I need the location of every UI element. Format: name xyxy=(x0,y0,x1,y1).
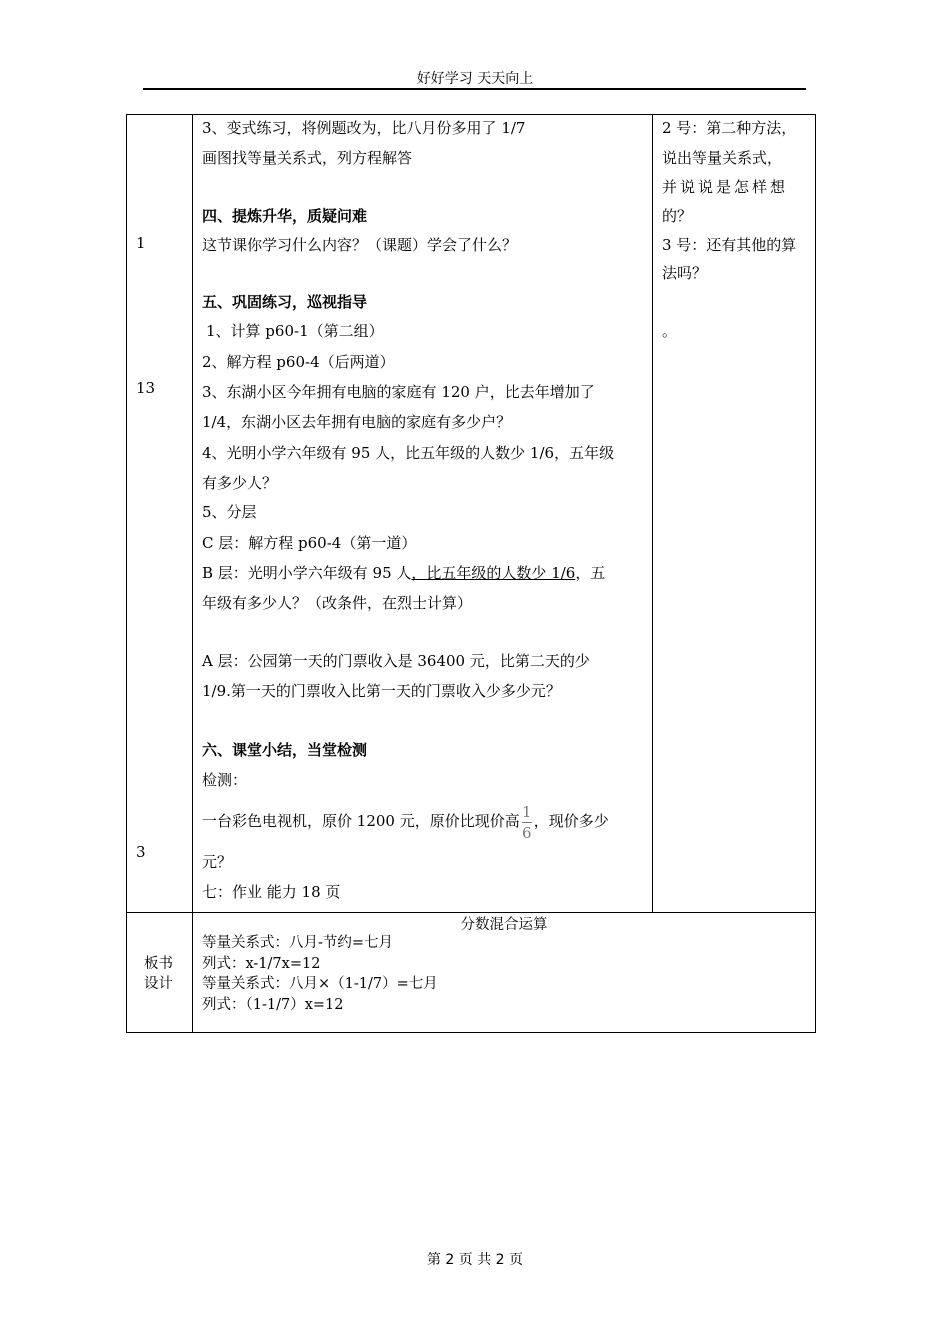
text-segment: ，五 xyxy=(575,564,606,582)
section-heading: 五、巩固练习，巡视指导 xyxy=(202,293,368,311)
board-line: 等量关系式：八月-节约=七月 xyxy=(202,935,394,951)
fraction xyxy=(522,803,532,842)
row-divider xyxy=(127,912,815,913)
text-line: 年级有多少人？（改条件，在烈士计算） xyxy=(202,594,473,612)
text-segment: ，现价多少 xyxy=(533,812,609,830)
board-line: 列式：x-1/7x=12 xyxy=(202,956,321,972)
section-heading: 六、课堂小结，当堂检测 xyxy=(202,741,368,759)
board-title: 分数混合运算 xyxy=(460,917,548,933)
column-divider-right xyxy=(652,115,653,912)
left-col-number: 1 xyxy=(136,234,146,252)
lesson-plan-table xyxy=(126,114,816,1033)
text-line: 4、光明小学六年级有 95 人，比五年级的人数少 1/6，五年级 xyxy=(202,444,615,462)
text-line: 画图找等量关系式，列方程解答 xyxy=(202,149,413,167)
board-label: 板书 xyxy=(144,956,173,972)
page-footer: 第 2 页 共 2 页 xyxy=(426,1252,524,1268)
text-line: 3、变式练习，将例题改为，比八月份多用了 1/7 xyxy=(202,119,526,137)
header-divider xyxy=(143,88,806,90)
section-heading: 四、提炼升华，质疑问难 xyxy=(202,207,368,225)
underlined-text: ，比五年级的人数少 1/6 xyxy=(411,564,576,582)
text-line: 检测： xyxy=(202,771,248,789)
text-segment: B 层：光明小学六年级有 95 人 xyxy=(202,564,412,582)
text-line: 这节课你学习什么内容？（课题）学会了什么？ xyxy=(202,236,518,254)
text-line: 3、东湖小区今年拥有电脑的家庭有 120 户，比去年增加了 xyxy=(202,383,595,401)
fraction-bar xyxy=(522,822,532,823)
text-line: 有多少人？ xyxy=(202,474,278,492)
text-line: 1/4，东湖小区去年拥有电脑的家庭有多少户？ xyxy=(202,413,512,431)
fraction-denominator: 6 xyxy=(521,823,532,842)
note-line: 2 号：第二种方法， xyxy=(662,119,797,137)
note-line: 。 xyxy=(662,322,678,340)
text-line: A 层：公园第一天的门票收入是 36400 元，比第二天的少 xyxy=(202,652,590,670)
fraction-numerator: 1 xyxy=(521,802,532,821)
board-label: 设计 xyxy=(144,976,173,992)
board-line: 列式：（1-1/7）x=12 xyxy=(202,997,344,1013)
note-line: 说出等量关系式， xyxy=(662,149,783,167)
text-line xyxy=(202,563,605,583)
note-line: 3 号：还有其他的算 xyxy=(662,236,797,254)
left-col-number: 3 xyxy=(136,843,146,861)
text-line xyxy=(202,801,609,842)
text-line: C 层：解方程 p60-4（第一道） xyxy=(202,534,417,552)
column-divider-left xyxy=(192,115,193,1032)
note-line: 的？ xyxy=(662,207,693,225)
text-line: 元？ xyxy=(202,853,233,871)
note-line: 并说说是怎样想 xyxy=(662,178,789,196)
board-line: 等量关系式：八月×（1-1/7）=七月 xyxy=(202,976,438,992)
text-line: 1、计算 p60-1（第二组） xyxy=(206,322,384,340)
page-header: 好好学习 天天向上 xyxy=(416,71,534,87)
text-segment: 一台彩色电视机，原价 1200 元，原价比现价高 xyxy=(202,812,520,830)
text-line: 七：作业 能力 18 页 xyxy=(202,883,341,901)
text-line: 1/9.第一天的门票收入比第一天的门票收入少多少元？ xyxy=(202,682,561,700)
text-line: 5、分层 xyxy=(202,503,257,521)
text-line: 2、解方程 p60-4（后两道） xyxy=(202,353,395,371)
left-col-number: 13 xyxy=(136,379,156,397)
note-line: 法吗？ xyxy=(662,264,708,282)
